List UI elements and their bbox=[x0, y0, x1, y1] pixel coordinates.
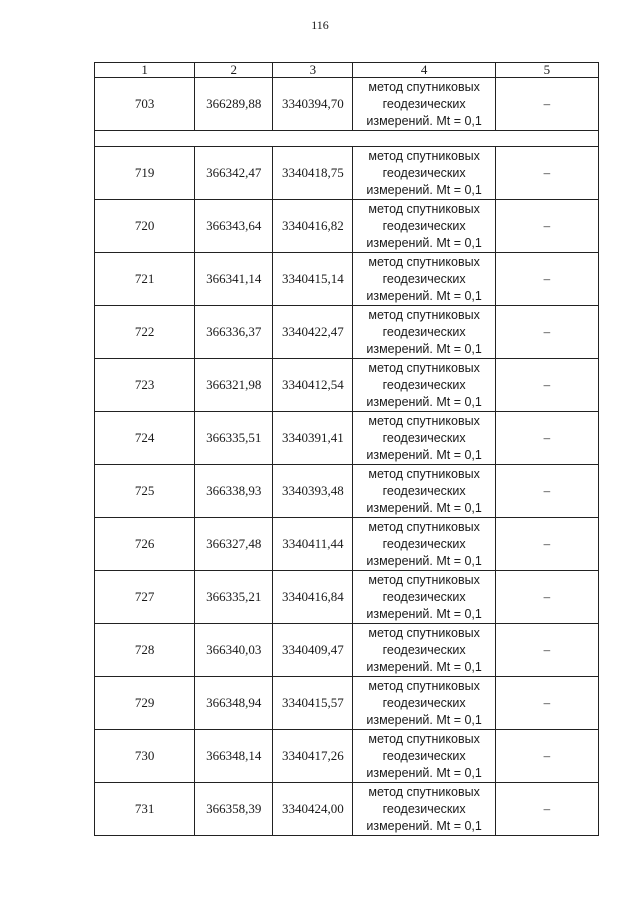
method-text-line: измерений. Mt = 0,1 bbox=[366, 818, 482, 833]
x-coordinate: 366358,39 bbox=[195, 783, 273, 836]
method-text-line: геодезических bbox=[382, 589, 466, 604]
error-value: – bbox=[495, 306, 598, 359]
method-text-line: метод спутниковых bbox=[368, 201, 480, 216]
method-text-line: метод спутниковых bbox=[368, 413, 480, 428]
y-coordinate: 3340417,26 bbox=[273, 730, 353, 783]
header-row bbox=[95, 63, 599, 78]
table-row bbox=[95, 412, 599, 465]
y-coordinate: 3340412,54 bbox=[273, 359, 353, 412]
point-number: 728 bbox=[95, 624, 195, 677]
y-coordinate: 3340416,84 bbox=[273, 571, 353, 624]
table-gap-cell bbox=[95, 131, 599, 147]
method-text-line: метод спутниковых bbox=[368, 148, 480, 163]
table-row bbox=[95, 200, 599, 253]
header-col-5: 5 bbox=[495, 63, 598, 78]
method-text-line: геодезических bbox=[382, 377, 466, 392]
method-text-line: измерений. Mt = 0,1 bbox=[366, 712, 482, 727]
method-description bbox=[353, 147, 495, 200]
error-value: – bbox=[495, 200, 598, 253]
method-text-line: геодезических bbox=[382, 218, 466, 233]
table-row bbox=[95, 730, 599, 783]
method-text-line: метод спутниковых bbox=[368, 572, 480, 587]
method-text-line: геодезических bbox=[382, 748, 466, 763]
method-text-line: измерений. Mt = 0,1 bbox=[366, 113, 482, 128]
y-coordinate: 3340393,48 bbox=[273, 465, 353, 518]
method-text-line: геодезических bbox=[382, 483, 466, 498]
method-text-line: измерений. Mt = 0,1 bbox=[366, 341, 482, 356]
method-description bbox=[353, 200, 495, 253]
y-coordinate: 3340416,82 bbox=[273, 200, 353, 253]
y-coordinate: 3340409,47 bbox=[273, 624, 353, 677]
method-text-line: геодезических bbox=[382, 324, 466, 339]
point-number: 725 bbox=[95, 465, 195, 518]
method-text-line: измерений. Mt = 0,1 bbox=[366, 235, 482, 250]
point-number: 731 bbox=[95, 783, 195, 836]
method-text-line: измерений. Mt = 0,1 bbox=[366, 182, 482, 197]
x-coordinate: 366327,48 bbox=[195, 518, 273, 571]
method-text-line: метод спутниковых bbox=[368, 79, 480, 94]
error-value: – bbox=[495, 518, 598, 571]
y-coordinate: 3340411,44 bbox=[273, 518, 353, 571]
y-coordinate: 3340422,47 bbox=[273, 306, 353, 359]
table-row bbox=[95, 147, 599, 200]
method-text-line: геодезических bbox=[382, 96, 466, 111]
point-number: 730 bbox=[95, 730, 195, 783]
table-row bbox=[95, 677, 599, 730]
y-coordinate: 3340418,75 bbox=[273, 147, 353, 200]
point-number: 722 bbox=[95, 306, 195, 359]
x-coordinate: 366338,93 bbox=[195, 465, 273, 518]
x-coordinate: 366343,64 bbox=[195, 200, 273, 253]
method-text-line: метод спутниковых bbox=[368, 784, 480, 799]
header-col-2: 2 bbox=[195, 63, 273, 78]
method-text-line: геодезических bbox=[382, 536, 466, 551]
x-coordinate: 366289,88 bbox=[195, 78, 273, 131]
error-value: – bbox=[495, 465, 598, 518]
error-value: – bbox=[495, 412, 598, 465]
method-text-line: метод спутниковых bbox=[368, 519, 480, 534]
x-coordinate: 366321,98 bbox=[195, 359, 273, 412]
table-row bbox=[95, 465, 599, 518]
method-description bbox=[353, 518, 495, 571]
method-text-line: метод спутниковых bbox=[368, 625, 480, 640]
method-description bbox=[353, 306, 495, 359]
method-text-line: измерений. Mt = 0,1 bbox=[366, 553, 482, 568]
error-value: – bbox=[495, 253, 598, 306]
method-text-line: измерений. Mt = 0,1 bbox=[366, 659, 482, 674]
point-number: 723 bbox=[95, 359, 195, 412]
table-row bbox=[95, 78, 599, 131]
error-value: – bbox=[495, 624, 598, 677]
method-text-line: измерений. Mt = 0,1 bbox=[366, 765, 482, 780]
method-text-line: геодезических bbox=[382, 695, 466, 710]
method-text-line: измерений. Mt = 0,1 bbox=[366, 500, 482, 515]
error-value: – bbox=[495, 359, 598, 412]
error-value: – bbox=[495, 783, 598, 836]
x-coordinate: 366340,03 bbox=[195, 624, 273, 677]
method-text-line: метод спутниковых bbox=[368, 466, 480, 481]
x-coordinate: 366336,37 bbox=[195, 306, 273, 359]
method-text-line: измерений. Mt = 0,1 bbox=[366, 288, 482, 303]
x-coordinate: 366348,94 bbox=[195, 677, 273, 730]
method-text-line: метод спутниковых bbox=[368, 307, 480, 322]
method-text-line: геодезических bbox=[382, 165, 466, 180]
table-row bbox=[95, 253, 599, 306]
method-description bbox=[353, 677, 495, 730]
method-description bbox=[353, 412, 495, 465]
y-coordinate: 3340391,41 bbox=[273, 412, 353, 465]
method-description bbox=[353, 78, 495, 131]
method-text-line: метод спутниковых bbox=[368, 678, 480, 693]
table-row bbox=[95, 783, 599, 836]
table-gap-row bbox=[95, 131, 599, 147]
x-coordinate: 366341,14 bbox=[195, 253, 273, 306]
method-description bbox=[353, 783, 495, 836]
y-coordinate: 3340394,70 bbox=[273, 78, 353, 131]
table-row bbox=[95, 359, 599, 412]
error-value: – bbox=[495, 78, 598, 131]
table-row bbox=[95, 624, 599, 677]
method-description bbox=[353, 571, 495, 624]
x-coordinate: 366335,51 bbox=[195, 412, 273, 465]
point-number: 720 bbox=[95, 200, 195, 253]
page-number: 116 bbox=[311, 18, 329, 32]
point-number: 703 bbox=[95, 78, 195, 131]
method-text-line: метод спутниковых bbox=[368, 360, 480, 375]
table-row bbox=[95, 306, 599, 359]
header-col-3: 3 bbox=[273, 63, 353, 78]
method-text-line: геодезических bbox=[382, 801, 466, 816]
table-body bbox=[95, 78, 599, 836]
y-coordinate: 3340424,00 bbox=[273, 783, 353, 836]
method-text-line: метод спутниковых bbox=[368, 254, 480, 269]
method-text-line: измерений. Mt = 0,1 bbox=[366, 394, 482, 409]
method-description bbox=[353, 465, 495, 518]
error-value: – bbox=[495, 147, 598, 200]
x-coordinate: 366342,47 bbox=[195, 147, 273, 200]
method-text-line: измерений. Mt = 0,1 bbox=[366, 447, 482, 462]
method-description bbox=[353, 253, 495, 306]
point-number: 729 bbox=[95, 677, 195, 730]
method-text-line: метод спутниковых bbox=[368, 731, 480, 746]
method-text-line: геодезических bbox=[382, 271, 466, 286]
method-text-line: геодезических bbox=[382, 430, 466, 445]
table-row bbox=[95, 571, 599, 624]
method-text-line: измерений. Mt = 0,1 bbox=[366, 606, 482, 621]
coordinates-table bbox=[94, 62, 599, 836]
method-description bbox=[353, 359, 495, 412]
x-coordinate: 366335,21 bbox=[195, 571, 273, 624]
x-coordinate: 366348,14 bbox=[195, 730, 273, 783]
method-text-line: геодезических bbox=[382, 642, 466, 657]
table-row bbox=[95, 518, 599, 571]
header-col-4: 4 bbox=[353, 63, 495, 78]
point-number: 727 bbox=[95, 571, 195, 624]
y-coordinate: 3340415,57 bbox=[273, 677, 353, 730]
point-number: 724 bbox=[95, 412, 195, 465]
point-number: 726 bbox=[95, 518, 195, 571]
point-number: 721 bbox=[95, 253, 195, 306]
method-description bbox=[353, 624, 495, 677]
header-col-1: 1 bbox=[95, 63, 195, 78]
method-description bbox=[353, 730, 495, 783]
error-value: – bbox=[495, 571, 598, 624]
error-value: – bbox=[495, 677, 598, 730]
error-value: – bbox=[495, 730, 598, 783]
y-coordinate: 3340415,14 bbox=[273, 253, 353, 306]
point-number: 719 bbox=[95, 147, 195, 200]
